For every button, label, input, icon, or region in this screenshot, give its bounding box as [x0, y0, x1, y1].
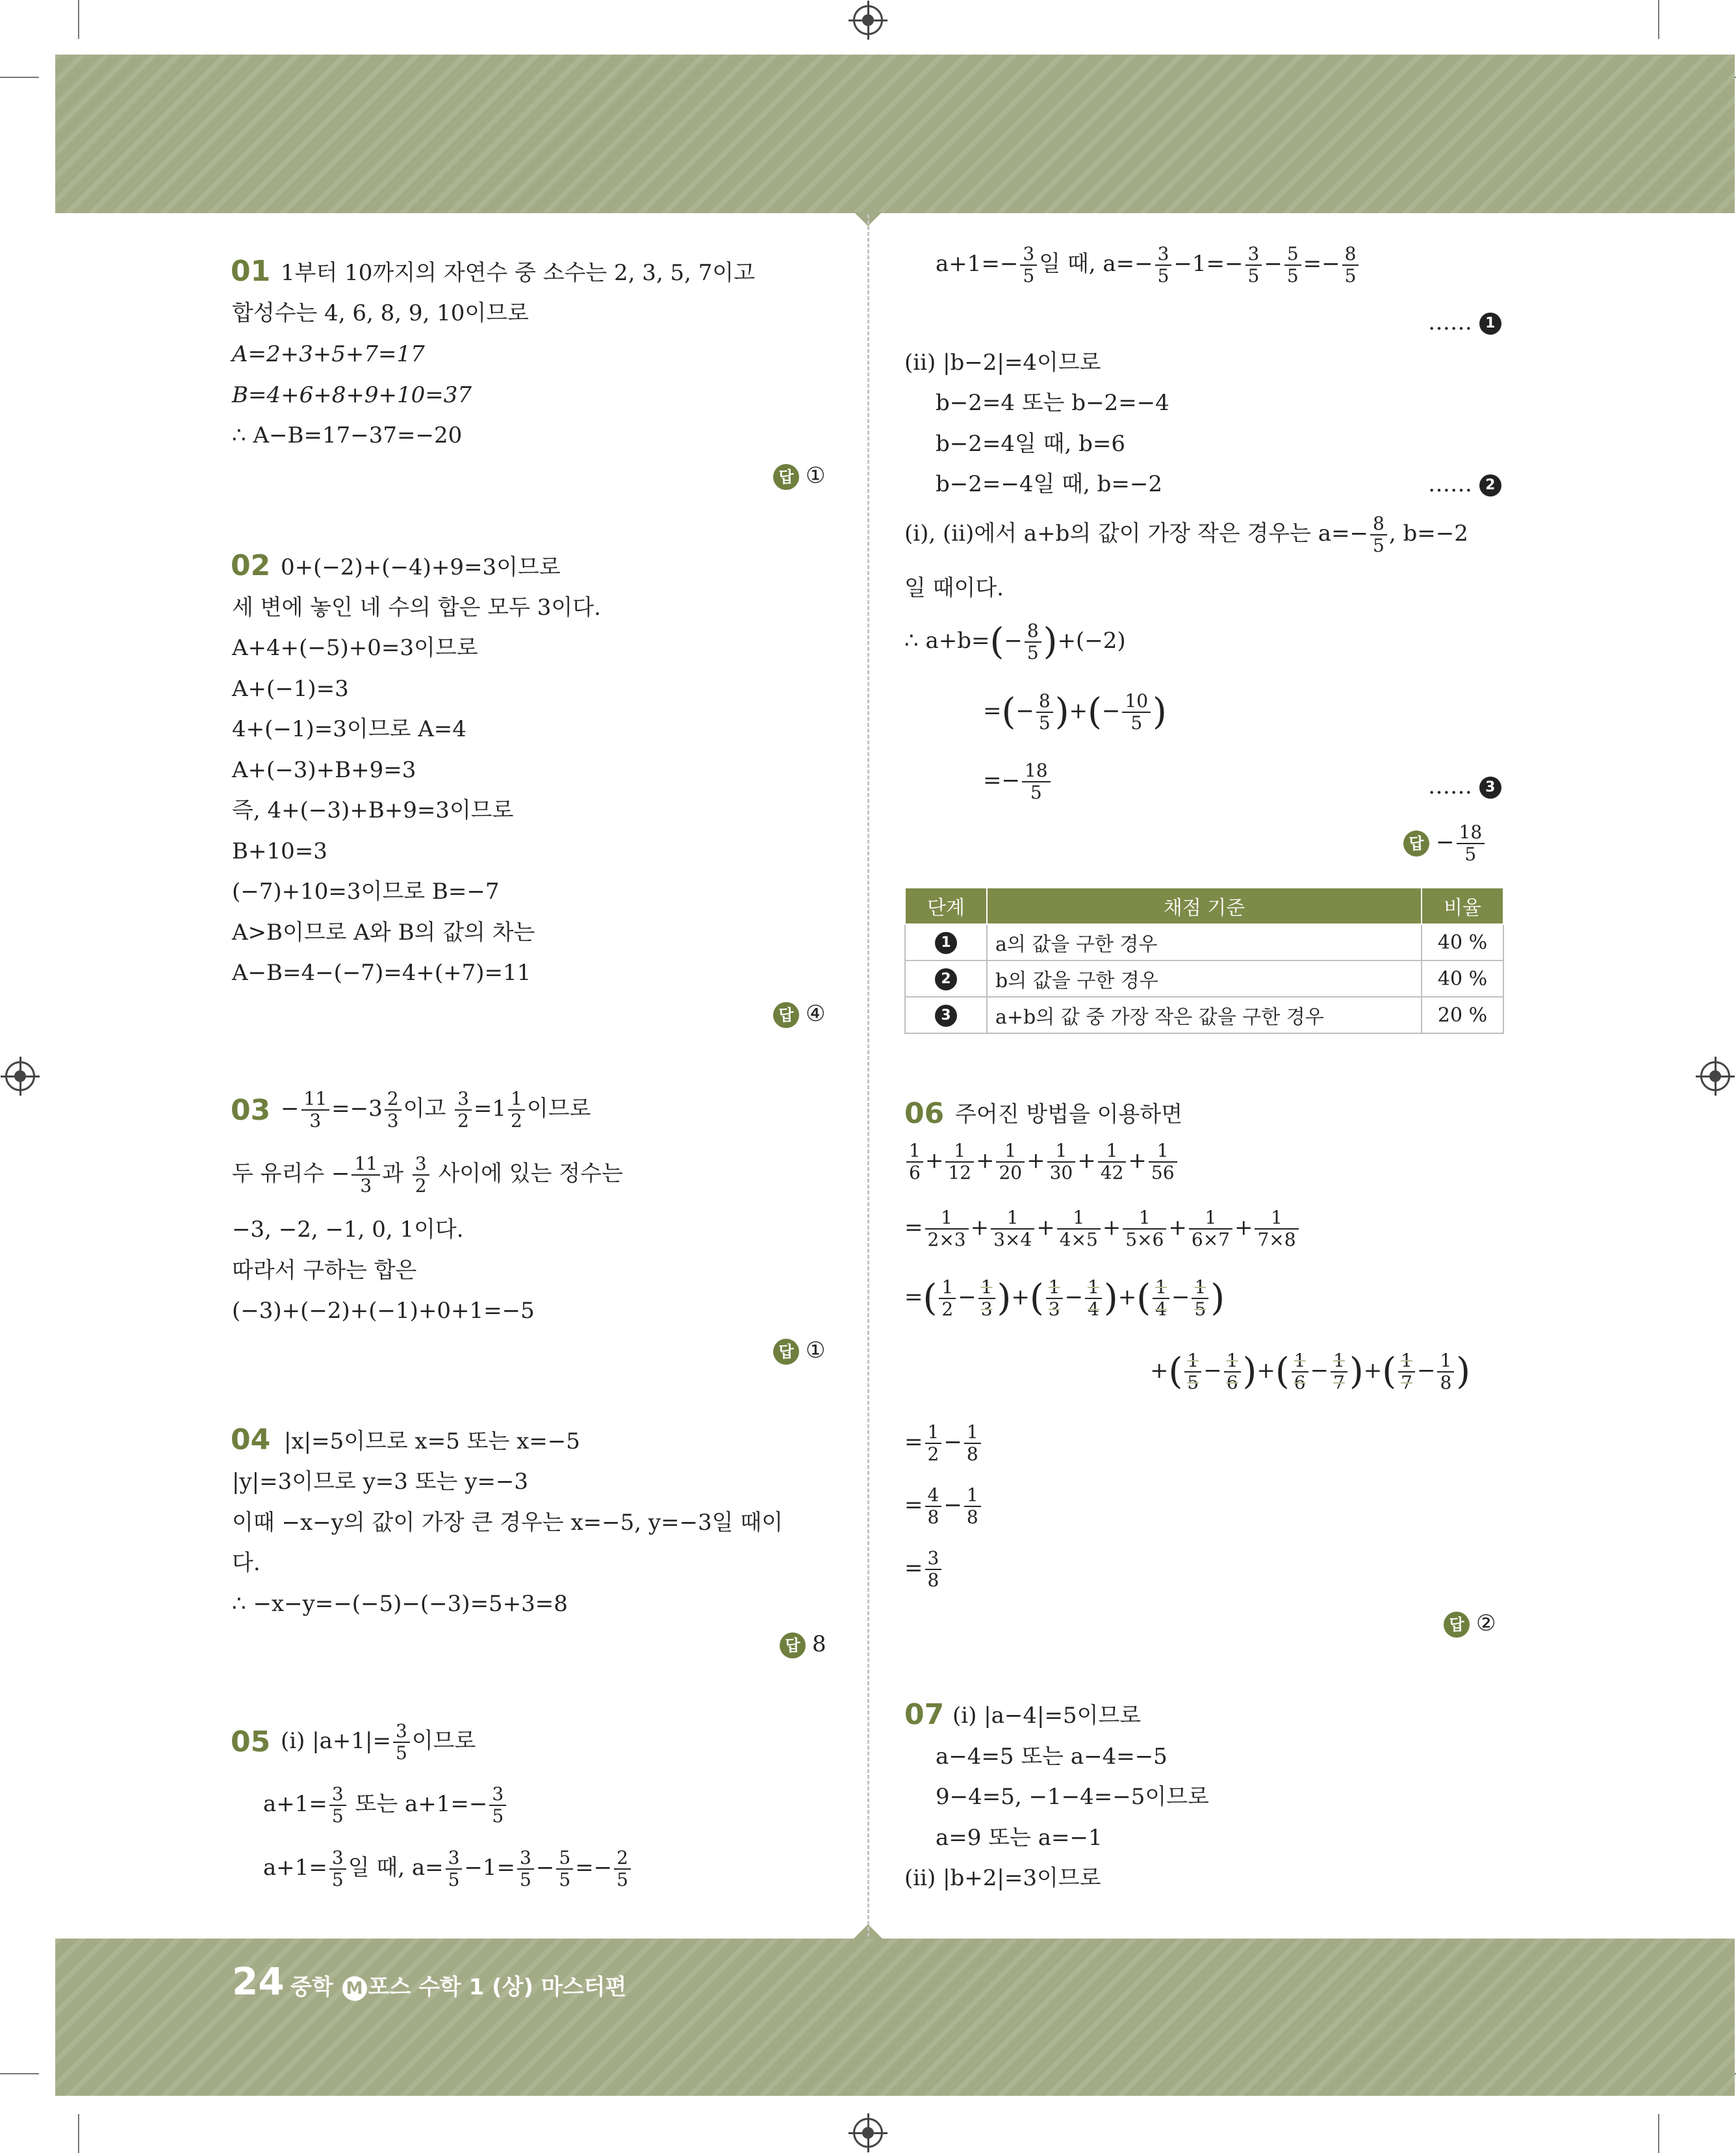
solution-line: (ii) |b+2|=3이므로: [904, 1865, 1101, 1891]
solution-line: 9−4=5, −1−4=−5이므로: [936, 1784, 1209, 1810]
step-2-icon: 2: [935, 968, 957, 990]
table-cell: 40 %: [1422, 924, 1503, 960]
solution-line: 즉, 4+(−3)+B+9=3이므로: [232, 797, 514, 823]
answer-badge: 답: [773, 464, 799, 490]
solution-line: 이때 −x−y의 값이 가장 큰 경우는 x=−5, y=−3일 때이: [232, 1510, 784, 1536]
solution-line: A>B이므로 A와 B의 값의 차는: [232, 920, 535, 946]
table-cell: a+b의 값 중 가장 작은 값을 구한 경우: [987, 997, 1422, 1033]
solution-line: =( $\frac{1}{2}$ − $\frac{1}{3}$ )+( $\frac{1}{3}$ − $\frac{1}{4}$ )+( $\frac{1}{4}$ − $\frac{1}{5}$ ): [904, 1276, 1225, 1321]
solution-line: 주어진 방법을 이용하면: [955, 1102, 1183, 1128]
column-divider: [867, 214, 869, 1937]
solution-line: a+1= $\frac{3}{5}$ 또는 a+1=− $\frac{3}{5}$: [263, 1784, 508, 1827]
answer: 답 − $\frac{18}{5}$: [1403, 822, 1487, 865]
solution-line: 세 변에 놓인 네 수의 합은 모두 3이다.: [232, 595, 601, 621]
solution-line: =− $\frac{18}{5}$: [983, 760, 1053, 803]
step-1-icon: 1: [935, 932, 957, 954]
solution-line: 두 유리수 − $\frac{11}{3}$ 과 $\frac{3}{2}$ 사이에 있는 정수는: [232, 1153, 623, 1197]
solution-line: a+1=− $\frac{3}{5}$ 일 때, a=− $\frac{3}{5}$ −1=− $\frac{3}{5}$ − $\frac{5}{5}$ =− $\frac{8}{5}$: [936, 244, 1360, 287]
solution-line: |x|=5이므로 x=5 또는 x=−5: [284, 1428, 580, 1454]
solution-line: |y|=3이므로 y=3 또는 y=−3: [232, 1469, 529, 1495]
solution-line: (i) |a+1|= $\frac{3}{5}$ 이므로: [281, 1720, 476, 1764]
solution-line: = $\frac{4}{8}$ − $\frac{1}{8}$: [904, 1485, 983, 1528]
answer-badge: 답: [1444, 1612, 1470, 1638]
solution-line: (ii) |b−2|=4이므로: [904, 350, 1101, 376]
crop-mark: [1658, 0, 1659, 39]
step-1-icon: 1: [1479, 313, 1501, 335]
table-row: [905, 960, 1503, 997]
answer-badge: 답: [780, 1632, 806, 1658]
solution-line: = $\frac{3}{8}$: [904, 1548, 943, 1591]
crop-mark: [0, 2073, 39, 2074]
solution-line: a−4=5 또는 a−4=−5: [936, 1744, 1168, 1770]
answer: 답 ①: [773, 1337, 825, 1365]
solution-line: ∴ −x−y=−(−5)−(−3)=5+3=8: [232, 1591, 568, 1617]
solution-line: =(− $\frac{8}{5}$ )+(− $\frac{10}{5}$ ): [983, 690, 1167, 734]
problem-number: 07: [904, 1698, 945, 1731]
registration-mark-icon: [5, 1061, 35, 1091]
answer: 답 ①: [773, 463, 825, 490]
solution-line: 1부터 10까지의 자연수 중 소수는 2, 3, 5, 7이고: [281, 260, 756, 286]
solution-line: A+4+(−5)+0=3이므로: [232, 635, 478, 661]
header-band: [55, 55, 1735, 213]
answer-badge: 답: [773, 1339, 799, 1365]
registration-mark-icon: [1700, 1061, 1730, 1091]
answer: 답 ②: [1444, 1610, 1496, 1638]
table-cell: 40 %: [1422, 960, 1503, 997]
solution-line: A+(−1)=3: [232, 676, 349, 702]
problem-number: 06: [904, 1097, 945, 1130]
table-row: [905, 924, 1503, 960]
step-marker: …… 3: [1428, 773, 1501, 800]
solution-line: −3, −2, −1, 0, 1이다.: [232, 1217, 464, 1243]
solution-line: a=9 또는 a=−1: [936, 1825, 1103, 1851]
table-cell: a의 값을 구한 경우: [987, 924, 1422, 960]
solution-line: b−2=4 또는 b−2=−4: [936, 390, 1169, 416]
solution-line: ∴ a+b=(− $\frac{8}{5}$ )+(−2): [904, 620, 1126, 664]
solution-line: +( $\frac{1}{5}$ − $\frac{1}{6}$ )+( $\frac{1}{6}$ − $\frac{1}{7}$ )+( $\frac{1}{7}$ − $\frac{1}{8}$ ): [1150, 1350, 1471, 1394]
grading-table: [904, 887, 1504, 1034]
step-2-icon: 2: [1479, 474, 1501, 496]
solution-line: (i), (ii)에서 a+b의 값이 가장 작은 경우는 a=− $\frac{8}{5}$ , b=−2: [904, 513, 1468, 557]
solution-line: a+1= $\frac{3}{5}$ 일 때, a= $\frac{3}{5}$ −1= $\frac{3}{5}$ − $\frac{5}{5}$ =− $\frac{2}{5}$: [263, 1848, 633, 1890]
solution-line: B=4+6+8+9+10=37: [232, 382, 472, 408]
solution-line: 0+(−2)+(−4)+9=3이므로: [281, 554, 561, 580]
solution-line: 따라서 구하는 합은: [232, 1257, 417, 1283]
answer-badge: 답: [1403, 831, 1429, 857]
answer: 답 8: [780, 1631, 826, 1658]
problem-number: 04: [231, 1423, 271, 1456]
problem-number: 03: [231, 1094, 271, 1127]
solution-line: 4+(−1)=3이므로 A=4: [232, 716, 466, 742]
step-marker: …… 2: [1428, 471, 1501, 498]
crop-mark: [0, 77, 39, 78]
solution-line: b−2=4일 때, b=6: [936, 431, 1126, 457]
crop-mark: [1658, 2114, 1659, 2153]
problem-number: 05: [231, 1725, 271, 1759]
step-marker: …… 1: [1428, 309, 1501, 336]
problem-number: 02: [231, 549, 271, 582]
solution-line: (−7)+10=3이므로 B=−7: [232, 879, 500, 905]
crop-mark: [78, 2114, 79, 2153]
solution-line: 합성수는 4, 6, 8, 9, 10이므로: [232, 300, 529, 326]
solution-line: (−3)+(−2)+(−1)+0+1=−5: [232, 1298, 535, 1324]
table-row: [905, 997, 1503, 1033]
solution-line: A+(−3)+B+9=3: [232, 757, 416, 783]
solution-line: − $\frac{11}{3}$ =−3 $\frac{2}{3}$ 이고 $\frac{3}{2}$ =1 $\frac{1}{2}$ 이므로: [281, 1088, 591, 1132]
book-title: 중학 M 포스 수학 1 (상) 마스터편: [290, 1974, 627, 2000]
registration-mark-icon: [853, 5, 883, 35]
solution-line: (i) |a−4|=5이므로: [952, 1703, 1142, 1729]
solution-line: A−B=4−(−7)=4+(+7)=11: [232, 960, 531, 986]
step-3-icon: 3: [935, 1005, 957, 1027]
solution-line: = $\frac{1}{2}$ − $\frac{1}{8}$: [904, 1422, 983, 1465]
table-cell: b의 값을 구한 경우: [987, 960, 1422, 997]
registration-mark-icon: [853, 2118, 883, 2148]
solution-line: 일 때이다.: [904, 575, 1004, 601]
m-logo-icon: M: [342, 1976, 367, 2001]
answer-badge: 답: [773, 1002, 799, 1028]
solution-line: 다.: [232, 1550, 261, 1576]
problem-number: 01: [231, 255, 271, 288]
footer-band: [55, 1939, 1735, 2096]
answer: 답 ④: [773, 1001, 825, 1028]
solution-line: A=2+3+5+7=17: [232, 341, 425, 367]
crop-mark: [78, 0, 79, 39]
table-header: 단계: [905, 888, 987, 924]
solution-line: b−2=−4일 때, b=−2: [936, 471, 1162, 497]
solution-line: B+10=3: [232, 838, 327, 864]
solution-line: $\frac{1}{6}$ + $\frac{1}{12}$ + $\frac{1}{20}$ + $\frac{1}{30}$ + $\frac{1}{42}$ + $\frac{1}{56}$: [904, 1141, 1179, 1183]
solution-line: ∴ A−B=17−37=−20: [232, 422, 463, 448]
table-header: 비율: [1422, 888, 1503, 924]
table-header: 채점 기준: [987, 888, 1422, 924]
step-3-icon: 3: [1479, 777, 1501, 799]
solution-line: = $\frac{1}{2\times 3}$ + $\frac{1}{3\times 4}$ + $\frac{1}{4\times 5}$ + $\frac{1}{5\times 6}$ + $\frac{1}{6\times 7}$ + $\frac{1}{7\times 8}$: [904, 1207, 1301, 1250]
table-cell: 20 %: [1422, 997, 1503, 1033]
page-number: 24: [232, 1959, 285, 2004]
